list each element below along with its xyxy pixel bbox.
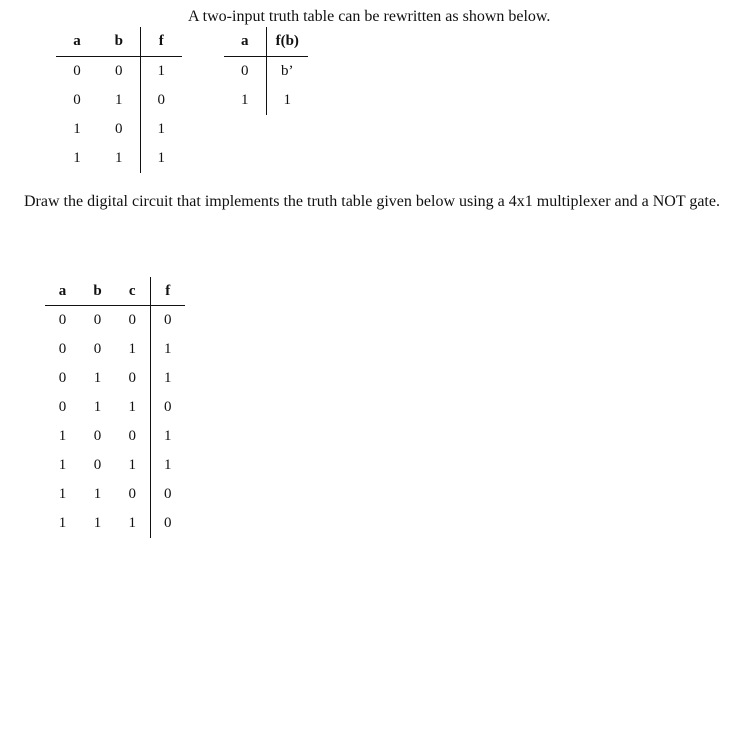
cell: 1: [115, 92, 123, 108]
header-a: a: [56, 27, 98, 57]
header-a: a: [224, 27, 266, 57]
cell: 0: [150, 306, 185, 336]
cell: 1: [73, 121, 81, 137]
table-header-row: [45, 277, 185, 306]
header-b: b: [98, 27, 140, 57]
cell: 0: [58, 312, 67, 328]
cell: 0: [115, 121, 123, 137]
table-row: [45, 509, 185, 538]
cell: 0: [93, 428, 102, 444]
cell: 1: [128, 515, 136, 531]
cell: 0: [93, 457, 102, 473]
cell: 0: [128, 428, 136, 444]
three-input-truth-table: [45, 277, 185, 538]
cell: 0: [241, 63, 249, 79]
table-row: [56, 86, 182, 115]
cell: 0: [93, 341, 102, 357]
cell: 1: [150, 422, 185, 451]
table-row: [224, 57, 308, 87]
cell: 1: [58, 515, 67, 531]
cell: 0: [73, 92, 81, 108]
cell: 1: [241, 92, 249, 108]
cell: 1: [93, 486, 102, 502]
cell: 1: [115, 150, 123, 166]
table-row: [45, 306, 185, 336]
cell: 0: [150, 509, 185, 538]
table-row: [56, 57, 182, 87]
header-a: a: [45, 277, 80, 306]
table-row: [45, 364, 185, 393]
table-row: [45, 451, 185, 480]
cell: 0: [150, 480, 185, 509]
cell: 1: [73, 150, 81, 166]
table-row: [45, 335, 185, 364]
cell: 1: [150, 335, 185, 364]
cell: 1: [140, 115, 182, 144]
cell: 0: [93, 312, 102, 328]
cell: 1: [150, 451, 185, 480]
cell: 1: [93, 399, 102, 415]
cell: 1: [128, 457, 136, 473]
cell: 1: [140, 57, 182, 87]
cell: 1: [93, 370, 102, 386]
cell: 1: [266, 86, 308, 115]
cell: 0: [115, 63, 123, 79]
cell: 0: [128, 312, 136, 328]
intro-text: A two-input truth table can be rewritten as shown below.: [188, 8, 551, 25]
table-header-row: [224, 27, 308, 57]
cell: 0: [140, 86, 182, 115]
cell: 1: [140, 144, 182, 173]
table-row: [45, 422, 185, 451]
cell: 0: [73, 63, 81, 79]
cell: 1: [58, 457, 67, 473]
header-c: c: [115, 277, 150, 306]
cell: b’: [266, 57, 308, 87]
cell: 0: [128, 370, 136, 386]
cell: 0: [150, 393, 185, 422]
header-fb: f(b): [266, 27, 308, 57]
cell: 1: [128, 341, 136, 357]
cell: 1: [150, 364, 185, 393]
table-row: [56, 144, 182, 173]
table-row: [224, 86, 308, 115]
header-f: f: [140, 27, 182, 57]
cell: 0: [58, 370, 67, 386]
cell: 1: [58, 486, 67, 502]
cell: 0: [128, 486, 136, 502]
header-b: b: [80, 277, 115, 306]
rewritten-truth-table: [224, 27, 308, 115]
problem-text: Draw the digital circuit that implements the truth table given below using a 4x1 multiplexer and a NOT gate.: [24, 193, 720, 210]
cell: 1: [58, 428, 67, 444]
two-input-truth-table: [56, 27, 182, 173]
cell: 0: [58, 341, 67, 357]
cell: 1: [128, 399, 136, 415]
table-row: [56, 115, 182, 144]
table-header-row: [56, 27, 182, 57]
header-f: f: [150, 277, 185, 306]
table-row: [45, 393, 185, 422]
cell: 0: [58, 399, 67, 415]
table-row: [45, 480, 185, 509]
cell: 1: [93, 515, 102, 531]
